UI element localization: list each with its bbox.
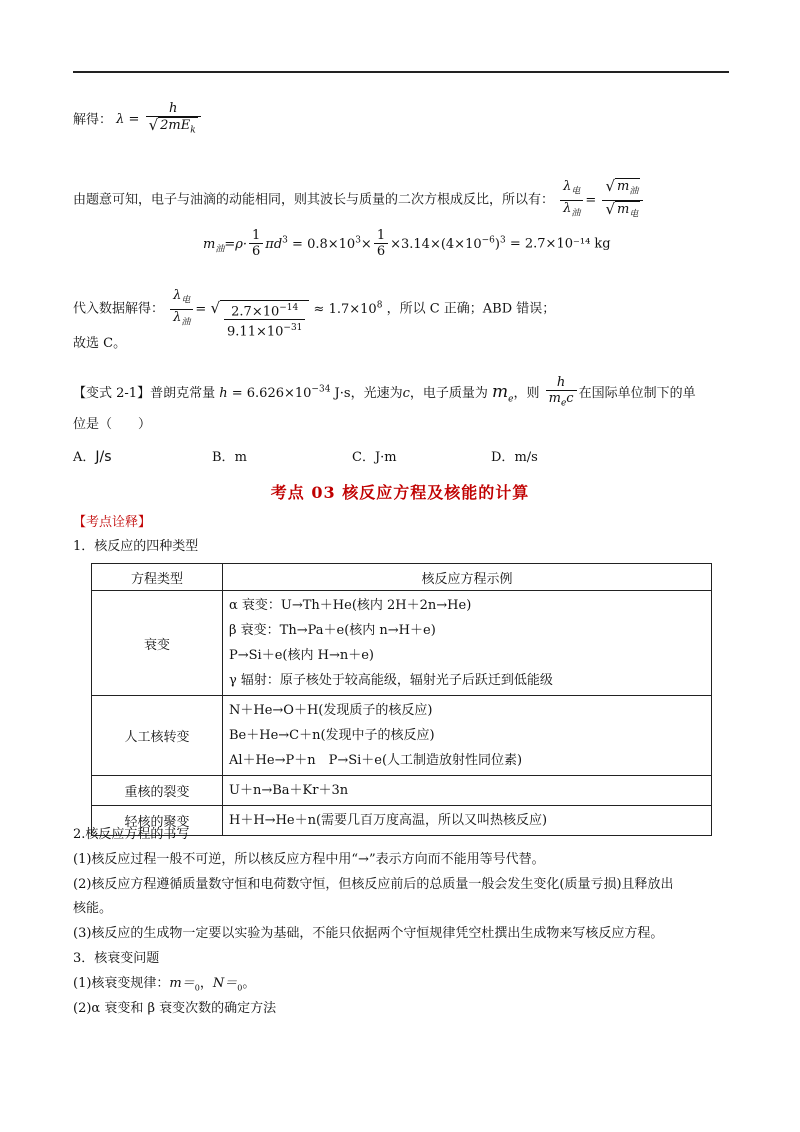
solve-line <box>73 101 203 139</box>
paragraph-3: (3)核反应的生成物一定要以实验为基础，不能只依据两个守恒规律凭空杜撰出生成物来写核反应方程。 <box>73 926 664 941</box>
row-type: 人工核转变 <box>92 696 223 776</box>
paragraph-2a: (2)核反应方程遵循质量数守恒和电荷数守恒，但核反应前后的总质量一般会发生变化(质量亏损)且释放出 <box>73 877 674 892</box>
heading-3: 3．核衰变问题 <box>73 951 160 966</box>
table-header-row <box>92 564 712 591</box>
mass-result: = 2.7×10⁻¹⁴ kg <box>509 236 611 252</box>
ratio-formula: $\frac{\lambda_电}{\lambda_油}$ = √ $m_油$ √ $m_电$ <box>558 193 645 208</box>
paragraph-1: (1)核反应过程一般不可逆，所以核反应方程中用“→”表示方向而不能用等号代替。 <box>73 852 545 867</box>
table-row <box>92 696 712 776</box>
ratio-line <box>73 178 645 222</box>
variant-text4: ，则 <box>513 385 540 401</box>
para2-suffix: ，所以 C 正确；ABD 错误； <box>386 301 556 317</box>
row-type: 轻核的聚变 <box>92 806 223 836</box>
decay-rule: (1)核衰变规律：$m=_0$，$N=_0$。 <box>73 976 256 993</box>
row-equations: H＋H→He＋n(需要几百万度高温，所以又叫热核反应) <box>223 806 712 836</box>
option-d[interactable]: D．m/s <box>491 450 538 465</box>
heading-1: 1．核反应的四种类型 <box>73 539 199 554</box>
heading-4: (2)α 衰变和 β 衰变次数的确定方法 <box>73 1001 277 1016</box>
option-c[interactable]: C．J·m <box>352 450 397 465</box>
variant-question: 【变式 2-1】普朗克常量 $h = 6.626\times 10^{-34}$ J·s，光速为c，电子质量为 $m_e$，则 $\frac{h}{m_ec}$ 在国际单位制下的单 <box>73 375 696 412</box>
para2-prefix: 代入数据解得： <box>73 301 165 317</box>
top-rule <box>73 71 729 73</box>
mass-formula: $m_油=\rho\cdot$ $\frac{1}{6}$ $\pi d^3 = 0.8\times 10^3\times$ $\frac{1}{6}$ $\times 3.14\times(4\times 10^{-6})^3 = 2.7\times 10^{-14}$ kg <box>203 228 611 259</box>
substitute-formula: $\frac{\lambda_电}{\lambda_油}$ = √ $\frac{2.7\times 10^{-14}}{9.11\times 10^{-31}}$ ≈ $1.7\times 10^8$ <box>168 302 386 317</box>
mass-subscript: 油 <box>215 244 225 255</box>
row-equations: N＋He→O＋H(发现质子的核反应) Be＋He→C＋n(发现中子的核反应) Al＋He→P＋n P→Si＋e(人工制造放射性同位素) <box>223 696 712 776</box>
solve-prefix: 解得： <box>73 112 113 128</box>
row-equations: α 衰变：U→Th＋He(核内 2H＋2n→He) β 衰变：Th→Pa＋e(核内 n→H＋e) P→Si＋e(核内 H→n＋e) γ 辐射：原子核处于较高能级，辐射光子后跃迁到低能级 <box>223 591 712 696</box>
variant-text3: ，电子质量为 <box>409 385 488 401</box>
variant-line2: 位是（ ） <box>73 417 152 432</box>
electron-mass-symbol: $m_e$ <box>492 381 514 405</box>
variant-text5: 在国际单位制下的单 <box>578 385 696 401</box>
row-equations: U＋n→Ba＋Kr＋3n <box>223 776 712 806</box>
table-row <box>92 776 712 806</box>
heading-2: 2.核反应方程的书写 <box>73 827 190 842</box>
ratio-h-mc: $\frac{h}{m_ec}$ <box>544 386 579 401</box>
variant-text2: ，光速为 <box>350 385 403 401</box>
variant-tag: 【变式 2-1】 <box>73 385 151 401</box>
planck-formula: $h = 6.626\times 10^{-34}$ J·s <box>219 384 351 401</box>
variant-text1: 普朗克常量 <box>150 385 216 401</box>
para1-text: 由题意可知，电子与油滴的动能相同，则其波长与质量的二次方根成反比，所以有： <box>73 192 555 208</box>
substitute-line <box>73 288 555 340</box>
row-type: 衰变 <box>92 591 223 696</box>
header-type: 方程类型 <box>92 564 223 591</box>
lambda-formula: λ = h √ $2mE_k$ <box>116 112 203 127</box>
option-b[interactable]: B．m <box>212 450 247 465</box>
row-type: 重核的裂变 <box>92 776 223 806</box>
section-title: 考点 03 核反应方程及核能的计算 <box>270 483 530 502</box>
answer-text: 故选 C。 <box>73 336 127 351</box>
nuclear-reaction-table <box>91 563 712 836</box>
paragraph-2b: 核能。 <box>73 901 113 916</box>
table-row <box>92 591 712 696</box>
option-a[interactable]: A．J/s <box>73 449 112 465</box>
explain-tag: 【考点诠释】 <box>73 515 152 530</box>
header-example: 核反应方程示例 <box>223 564 712 591</box>
